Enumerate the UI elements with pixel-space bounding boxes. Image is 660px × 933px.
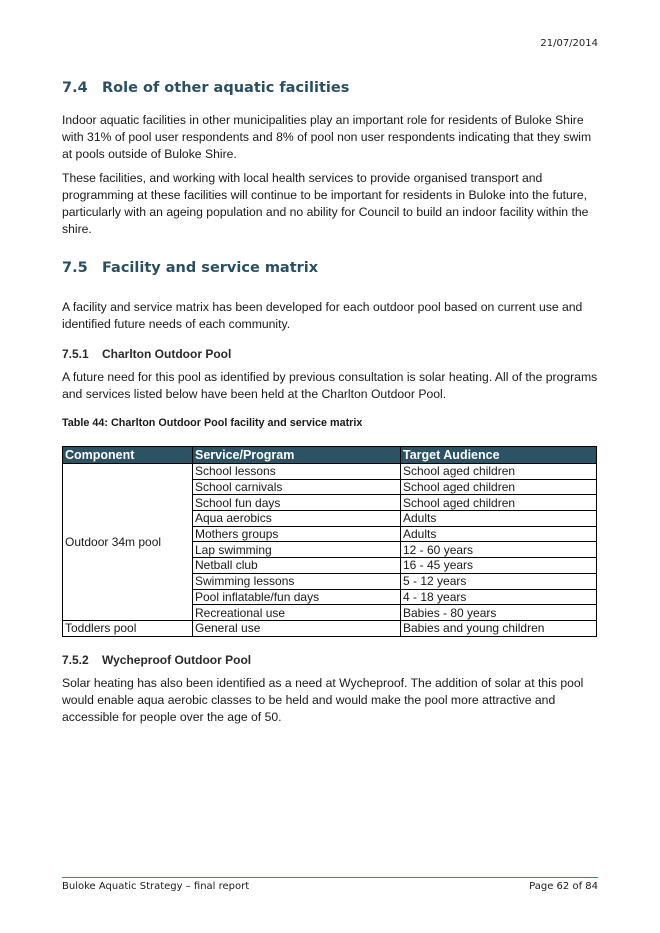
section-title: Facility and service matrix — [102, 260, 319, 276]
service-cell: Lap swimming — [193, 542, 401, 558]
service-cell: School carnivals — [193, 479, 401, 495]
section-number: 7.5 — [62, 260, 88, 276]
table-row — [63, 620, 597, 636]
section-7-5-2-para-1: Solar heating has also been identified as a need at Wycheproof. The addition of solar at this pool would enable aqua aerobic classes to be held and would make the pool more attractive and accessible for people over the age of 50. — [62, 676, 584, 724]
section-7-5-1-para-1: A future need for this pool as identified by previous consultation is solar heating. All of the programs and services listed below have been held at the Charlton Outdoor Pool. — [62, 370, 598, 401]
service-cell: Aqua aerobics — [193, 511, 401, 527]
service-cell: Mothers groups — [193, 526, 401, 542]
section-title: Role of other aquatic facilities — [102, 80, 350, 96]
audience-cell: Adults — [401, 511, 597, 527]
service-cell: School fun days — [193, 495, 401, 511]
section-7-5-2-heading — [62, 653, 251, 667]
header-date: 21/07/2014 — [540, 38, 598, 49]
audience-cell: 12 - 60 years — [401, 542, 597, 558]
footer-divider — [62, 877, 598, 878]
section-7-5-heading — [62, 260, 318, 276]
subsection-number: 7.5.2 — [62, 653, 89, 667]
header-service-program: Service/Program — [193, 447, 401, 464]
component-cell: Outdoor 34m pool — [63, 464, 193, 621]
component-cell: Toddlers pool — [63, 620, 193, 636]
header-target-audience: Target Audience — [401, 447, 597, 464]
subsection-title: Wycheproof Outdoor Pool — [102, 653, 252, 667]
section-number: 7.4 — [62, 80, 88, 96]
service-cell: Recreational use — [193, 605, 401, 621]
section-7-4-para-1: Indoor aquatic facilities in other municipalities play an important role for residents of Buloke Shire with 31% of pool user respondents and 8% of pool non user respondents indicating that they swim at pools outside of Buloke Shire. — [62, 113, 592, 161]
audience-cell: School aged children — [401, 464, 597, 480]
footer-report-title: Buloke Aquatic Strategy – final report — [62, 881, 250, 892]
footer-page-number: Page 62 of 84 — [529, 881, 598, 892]
service-cell: Netball club — [193, 558, 401, 574]
section-7-4-heading — [62, 80, 349, 96]
audience-cell: Babies - 80 years — [401, 605, 597, 621]
audience-cell: 4 - 18 years — [401, 589, 597, 605]
audience-cell: School aged children — [401, 495, 597, 511]
section-7-5-1-heading — [62, 347, 231, 361]
audience-cell: School aged children — [401, 479, 597, 495]
table-caption: Table 44: Charlton Outdoor Pool facility and service matrix — [62, 417, 363, 429]
audience-cell: Babies and young children — [401, 620, 597, 636]
service-cell: General use — [193, 620, 401, 636]
service-cell: Pool inflatable/fun days — [193, 589, 401, 605]
audience-cell: 5 - 12 years — [401, 573, 597, 589]
header-component: Component — [63, 447, 193, 464]
service-cell: Swimming lessons — [193, 573, 401, 589]
subsection-number: 7.5.1 — [62, 347, 89, 361]
table-row — [63, 464, 597, 480]
subsection-title: Charlton Outdoor Pool — [102, 347, 232, 361]
audience-cell: Adults — [401, 526, 597, 542]
table-header-row — [63, 447, 597, 464]
section-7-5-para-1: A facility and service matrix has been developed for each outdoor pool based on current use and identified future needs of each community. — [62, 300, 583, 331]
audience-cell: 16 - 45 years — [401, 558, 597, 574]
service-cell: School lessons — [193, 464, 401, 480]
facility-service-matrix-table — [62, 446, 597, 637]
section-7-4-para-2: These facilities, and working with local health services to provide organised transport and programming at these facilities will continue to be important for residents in Buloke into the future, particularly with an ageing population and no ability for Council to build an indoor facility within the shire. — [62, 171, 589, 236]
